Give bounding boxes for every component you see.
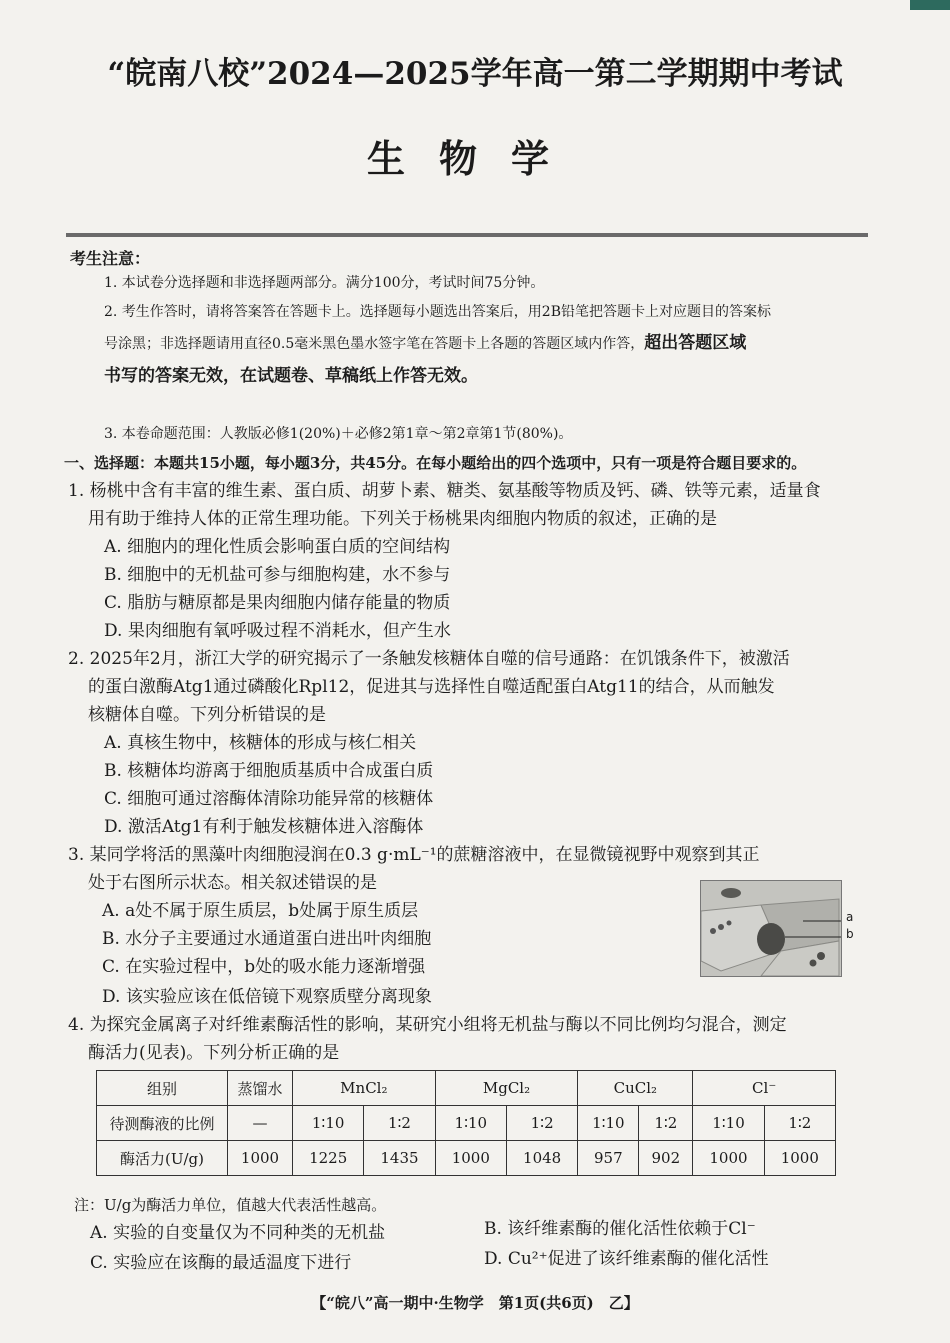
q1-option-a: A. 细胞内的理化性质会影响蛋白质的空间结构: [104, 537, 451, 557]
notice-title: 考生注意：: [70, 249, 151, 268]
activity-cell: 902: [639, 1141, 693, 1176]
q2-stem-2: 的蛋白激酶Atg1通过磷酸化Rpl12，促进其与选择性自噬适配蛋白Atg11的结合，从而触发: [88, 677, 775, 697]
notice-item-1: 1. 本试卷分选择题和非选择题两部分。满分100分，考试时间75分钟。: [104, 275, 545, 291]
header-mgcl2: MgCl₂: [435, 1071, 578, 1106]
q1-option-d: D. 果肉细胞有氧呼吸过程不消耗水，但产生水: [104, 621, 451, 641]
enzyme-activity-table: [96, 1070, 836, 1176]
activity-cell: 1435: [364, 1141, 435, 1176]
q3-option-b: B. 水分子主要通过水通道蛋白进出叶肉细胞: [102, 929, 432, 949]
activity-cell: 1000: [435, 1141, 506, 1176]
table-header-row: [97, 1071, 836, 1106]
q4-option-d: D. Cu²⁺促进了该纤维素酶的催化活性: [484, 1249, 769, 1269]
q3-option-d: D. 该实验应该在低倍镜下观察质壁分离现象: [102, 987, 432, 1007]
activity-cell: 1000: [693, 1141, 764, 1176]
divider: [66, 233, 868, 237]
q1-option-c: C. 脂肪与糖原都是果肉细胞内储存能量的物质: [104, 593, 451, 613]
ratio-cell: 1∶2: [764, 1106, 835, 1141]
q1-stem-1: 1. 杨桃中含有丰富的维生素、蛋白质、胡萝卜素、糖类、氨基酸等物质及钙、磷、铁等元素，适量食: [68, 481, 821, 501]
subject-title: 生物学: [366, 136, 583, 181]
activity-cell: 957: [578, 1141, 639, 1176]
activity-water: 1000: [228, 1141, 293, 1176]
header-cucl2: CuCl₂: [578, 1071, 693, 1106]
section-heading: 一、选择题：本题共15小题，每小题3分，共45分。在每小题给出的四个选项中，只有一项是符合题目要求的。: [64, 454, 807, 472]
q3-option-c: C. 在实验过程中，b处的吸水能力逐渐增强: [102, 957, 426, 977]
page-footer: 【“皖八”高一期中·生物学 第1页(共6页) 乙】: [311, 1294, 639, 1312]
activity-label: 酶活力(U/g): [97, 1141, 228, 1176]
ratio-cell: 1∶2: [639, 1106, 693, 1141]
ratio-cell: 1∶2: [506, 1106, 577, 1141]
q2-option-a: A. 真核生物中，核糖体的形成与核仁相关: [104, 733, 417, 753]
header-cl: Cl⁻: [693, 1071, 836, 1106]
activity-cell: 1048: [506, 1141, 577, 1176]
notice-item-2b-text: 号涂黑；非选择题请用直径0.5毫米黑色墨水签字笔在答题卡上各题的答题区域内作答，: [104, 336, 645, 352]
notice-item-2b-bold: 超出答题区域: [644, 333, 747, 353]
corner-mark: [910, 0, 950, 10]
q2-stem-3: 核糖体自噬。下列分析错误的是: [88, 705, 326, 725]
q1-option-b: B. 细胞中的无机盐可参与细胞构建，水不参与: [104, 565, 451, 585]
q4-option-a: A. 实验的自变量仅为不同种类的无机盐: [90, 1223, 386, 1243]
ratio-label: 待测酶液的比例: [97, 1106, 228, 1141]
q4-note: 注：U/g为酶活力单位，值越大代表活性越高。: [74, 1196, 387, 1214]
notice-item-2b: [104, 333, 874, 354]
q2-option-b: B. 核糖体均游离于细胞质基质中合成蛋白质: [104, 761, 434, 781]
ratio-cell: 1∶2: [364, 1106, 435, 1141]
q4-stem-2: 酶活力(见表)。下列分析正确的是: [88, 1043, 340, 1063]
ratio-cell: 1∶10: [693, 1106, 764, 1141]
q3-stem-2: 处于右图所示状态。相关叙述错误的是: [88, 873, 377, 893]
ratio-water: —: [228, 1106, 293, 1141]
notice-item-3: 3. 本卷命题范围：人教版必修1(20%)＋必修2第1章～第2章第1节(80%)。: [104, 426, 573, 442]
figure-label-b: b: [846, 927, 854, 941]
q3-stem-1: 3. 某同学将活的黑藻叶肉细胞浸润在0.3 g·mL⁻¹的蔗糖溶液中，在显微镜视野中观察到其正: [68, 845, 760, 865]
ratio-cell: 1∶10: [578, 1106, 639, 1141]
q4-stem-1: 4. 为探究金属离子对纤维素酶活性的影响，某研究小组将无机盐与酶以不同比例均匀混合，测定: [68, 1015, 787, 1035]
activity-cell: 1000: [764, 1141, 835, 1176]
q1-stem-2: 用有助于维持人体的正常生理功能。下列关于杨桃果肉细胞内物质的叙述，正确的是: [88, 509, 717, 529]
ratio-cell: 1∶10: [293, 1106, 364, 1141]
q4-option-c: C. 实验应在该酶的最适温度下进行: [90, 1253, 352, 1273]
table-row-activity: [97, 1141, 836, 1176]
activity-cell: 1225: [293, 1141, 364, 1176]
micrograph-drawing: [701, 881, 841, 976]
q4-option-b: B. 该纤维素酶的催化活性依赖于Cl⁻: [484, 1219, 756, 1239]
figure-label-a: a: [846, 910, 854, 924]
ratio-cell: 1∶10: [435, 1106, 506, 1141]
notice-item-2a: 2. 考生作答时，请将答案答在答题卡上。选择题每小题选出答案后，用2B铅笔把答题卡上对应题目的答案标: [104, 304, 772, 320]
q2-option-c: C. 细胞可通过溶酶体清除功能异常的核糖体: [104, 789, 434, 809]
header-group: 组别: [97, 1071, 228, 1106]
q2-stem-1: 2. 2025年2月，浙江大学的研究揭示了一条触发核糖体自噬的信号通路：在饥饿条件下，被激活: [68, 649, 790, 669]
micrograph-image: [700, 880, 842, 977]
exam-title: “皖南八校”2024—2025学年高一第二学期期中考试: [107, 56, 843, 92]
header-water: 蒸馏水: [228, 1071, 293, 1106]
table-row-ratio: [97, 1106, 836, 1141]
q2-option-d: D. 激活Atg1有利于触发核糖体进入溶酶体: [104, 817, 424, 837]
q3-option-a: A. a处不属于原生质层，b处属于原生质层: [102, 901, 419, 921]
header-mncl2: MnCl₂: [293, 1071, 436, 1106]
notice-item-2c: 书写的答案无效，在试题卷、草稿纸上作答无效。: [104, 366, 478, 386]
